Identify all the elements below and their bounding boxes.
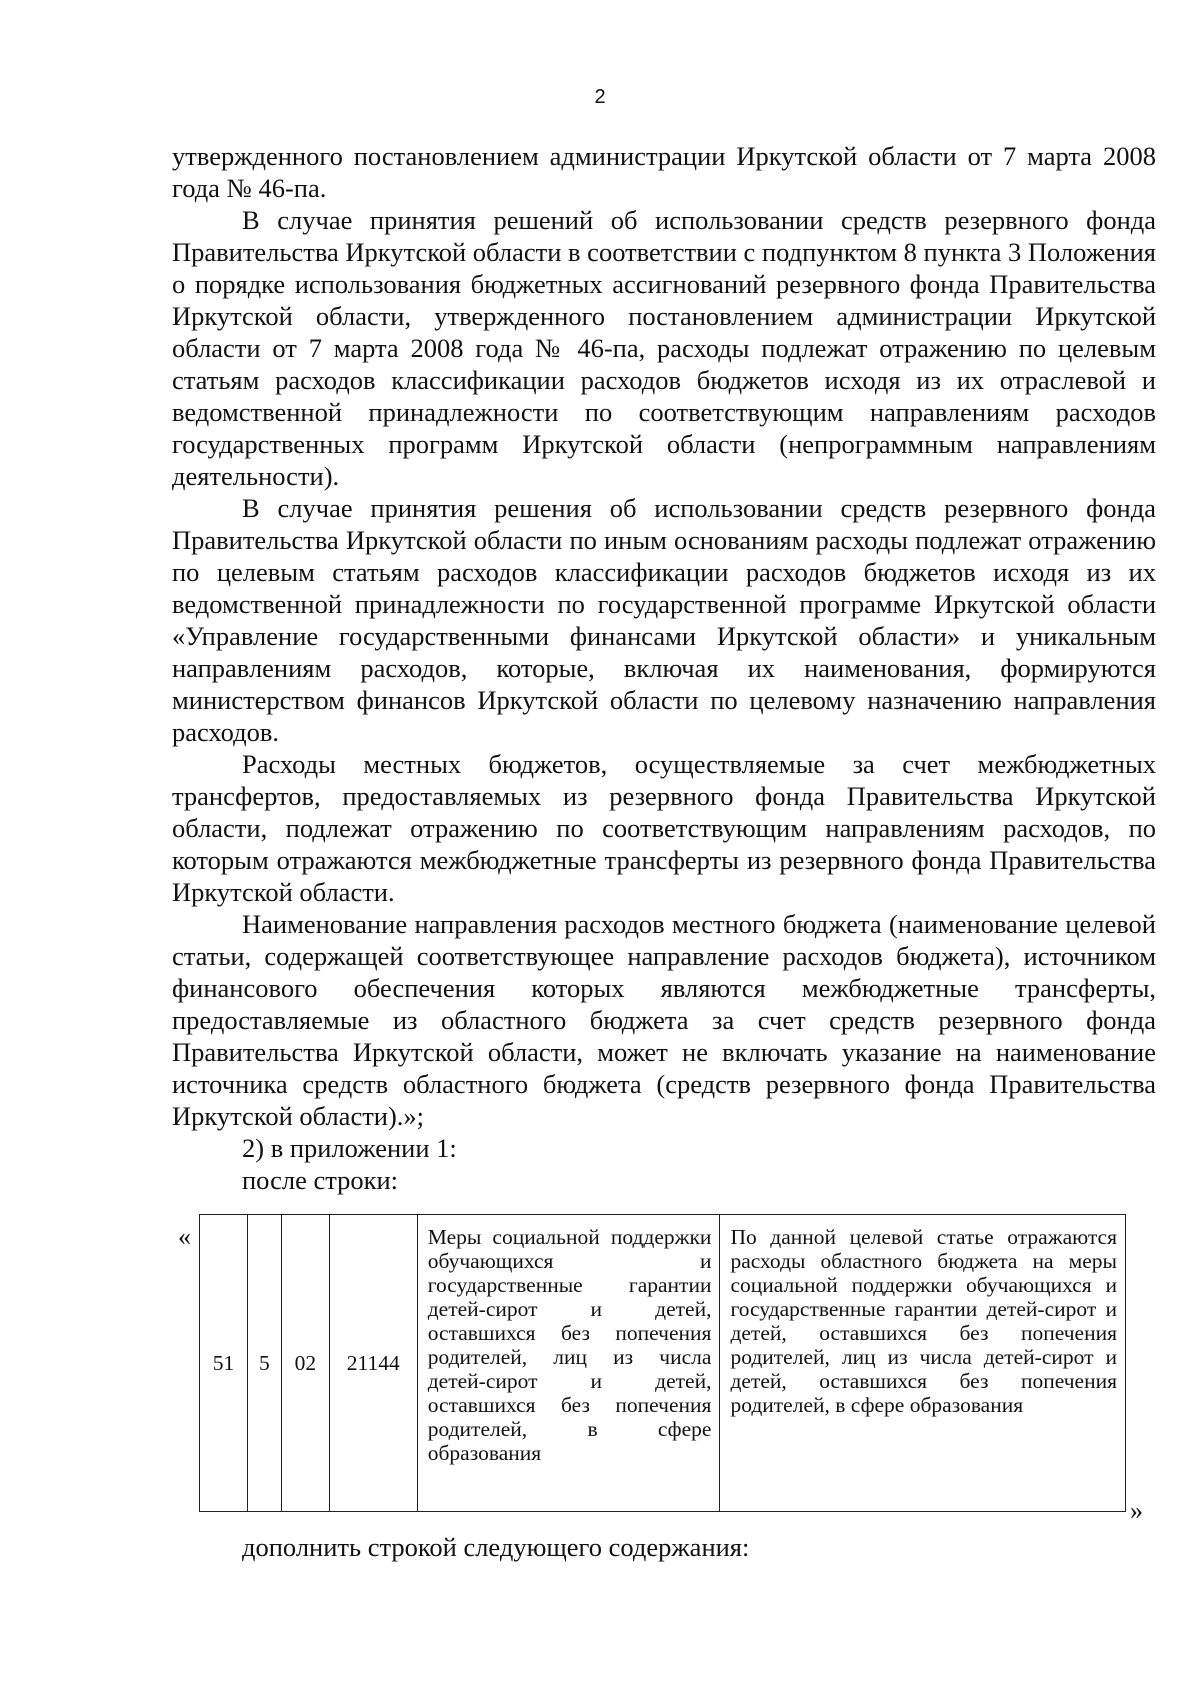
table-row [200, 1215, 1126, 1512]
quote-open: « [178, 1222, 191, 1251]
article-description-cell: По данной целевой статье отражаются расходы областного бюджета на меры социальной поддержки обучающихся и государственные гарантии детей-сирот и детей, оставшихся без попечения родителей, лиц из числа детей-сирот и детей, оставшихся без попечения родителей, в сфере образования [720, 1215, 1126, 1512]
subprogram-code-cell: 5 [247, 1215, 281, 1512]
quote-close: » [1130, 1496, 1143, 1525]
paragraph-after-row: после строки: [242, 1165, 399, 1195]
event-code-cell: 02 [281, 1215, 329, 1512]
supplement-line: дополнить строкой следующего содержания: [242, 1532, 750, 1562]
paragraph-reserve-fund-subpoint: В случае принятия решений об использовании средств резервного фонда Правительства Иркутской области в соответствии с подпунктом 8 пункта 3 Положения о порядке использования бюджетных ассигнований резервного фонда Правительства Иркутской области, утвержденного постановлением администрации Иркутской области от 7 марта 2008 года № 46-па, расходы подлежат отражению по целевым статьям расходов классификации расходов бюджетов исходя из их отраслевой и ведомственной принадлежности по соответствующим направлениям расходов государственных программ Иркутской области (непрограммным направлениям деятельности). [172, 205, 1156, 491]
direction-code-cell: 21144 [329, 1215, 417, 1512]
paragraph-appendix: 2) в приложении 1: [242, 1133, 457, 1163]
body-text [172, 140, 1156, 1196]
paragraph-continuation: утвержденного постановлением администрации Иркутской области от 7 марта 2008 года № 46-па. [172, 141, 1156, 203]
article-name-cell: Меры социальной поддержки обучающихся и государственные гарантии детей-сирот и детей, оставшихся без попечения родителей, лиц из числа детей-сирот и детей, оставшихся без попечения родителей, в сфере образования [417, 1215, 720, 1512]
page-number: 2 [594, 86, 606, 108]
paragraph-reserve-fund-other: В случае принятия решения об использовании средств резервного фонда Правительства Иркутской области по иным основаниям расходы подлежат отражению по целевым статьям расходов классификации расходов бюджетов исходя из их ведомственной принадлежности по государственной программе Иркутской области «Управление государственными финансами Иркутской области» и уникальным направлениям расходов, которые, включая их наименования, формируются министерством финансов Иркутской области по целевому назначению направления расходов. [172, 493, 1156, 747]
program-code-cell: 51 [200, 1215, 248, 1512]
paragraph-naming: Наименование направления расходов местного бюджета (наименование целевой статьи, содержащей соответствующее направление расходов бюджета), источником финансового обеспечения которых являются межбюджетные трансферты, предоставляемые из областного бюджета за счет средств резервного фонда Правительства Иркутской области, может не включать указание на наименование источника средств областного бюджета (средств резервного фонда Правительства Иркутской области).»; [172, 909, 1156, 1131]
paragraph-local-budgets: Расходы местных бюджетов, осуществляемые за счет межбюджетных трансфертов, предоставляемых из резервного фонда Правительства Иркутской области, подлежат отражению по соответствующим направлениям расходов, по которым отражаются межбюджетные трансферты из резервного фонда Правительства Иркутской области. [172, 749, 1156, 907]
budget-classification-table [199, 1214, 1126, 1512]
